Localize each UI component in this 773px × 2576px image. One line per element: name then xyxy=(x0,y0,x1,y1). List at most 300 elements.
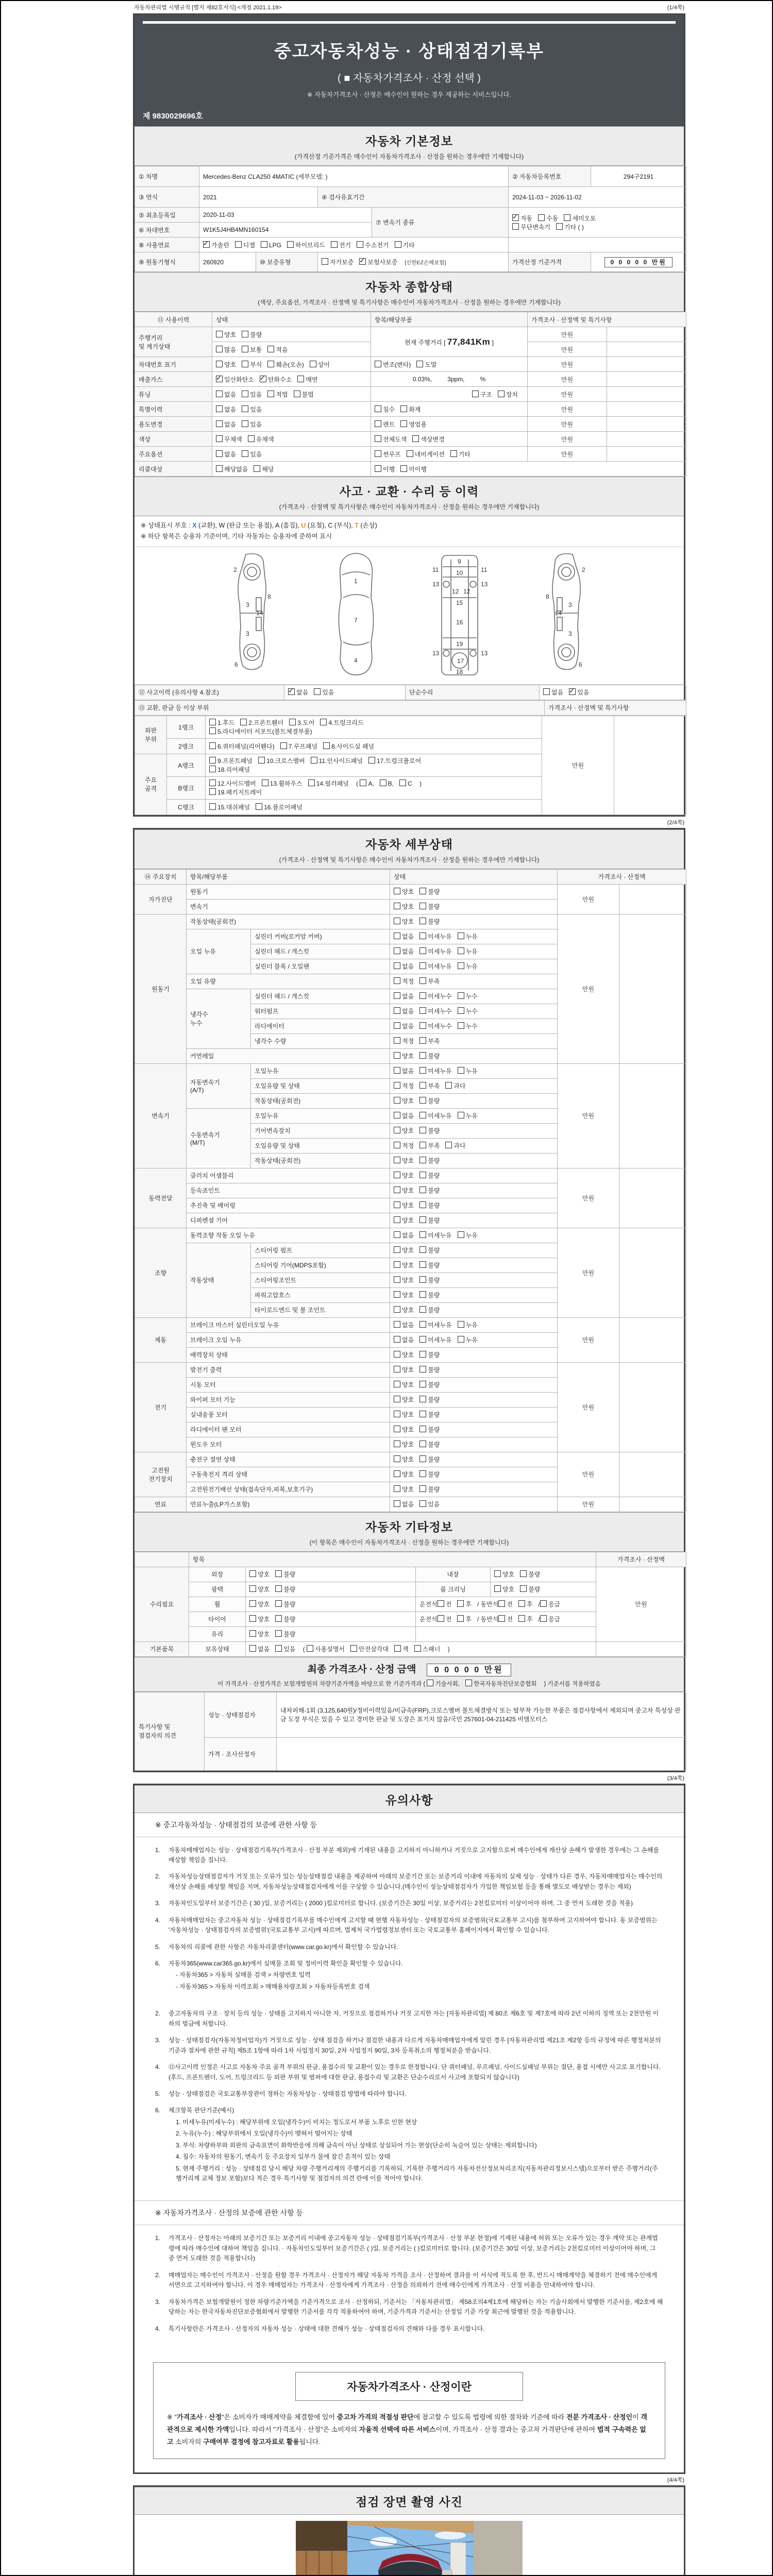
empty-box-icon[interactable] xyxy=(242,331,248,337)
empty-box-icon[interactable] xyxy=(394,1455,400,1462)
empty-box-icon[interactable] xyxy=(262,779,268,786)
checkbox-기타[interactable]: 기타 xyxy=(395,241,415,249)
empty-box-icon[interactable] xyxy=(394,1396,400,1402)
empty-box-icon[interactable] xyxy=(419,1172,426,1178)
checkbox-안전삼각대[interactable]: 안전삼각대 xyxy=(350,1645,389,1653)
checkbox-없음[interactable]: 없음 xyxy=(394,1066,414,1075)
checkbox-변조(변타)[interactable]: 변조(변타) xyxy=(375,360,411,369)
empty-box-icon[interactable] xyxy=(287,241,294,248)
checkbox-불량[interactable]: 불량 xyxy=(275,1630,295,1638)
empty-box-icon[interactable] xyxy=(394,1127,400,1133)
checkbox-불량[interactable]: 불량 xyxy=(419,1485,440,1494)
checkbox-C[interactable]: C xyxy=(399,779,412,787)
empty-box-icon[interactable] xyxy=(242,450,248,457)
checkbox-4.트렁크리드[interactable]: 4.트렁크리드 xyxy=(320,718,363,727)
empty-box-icon[interactable] xyxy=(375,361,381,367)
checkbox-양호[interactable]: 양호 xyxy=(249,1615,270,1623)
checkbox-미이행[interactable]: 미이행 xyxy=(400,465,427,473)
empty-box-icon[interactable] xyxy=(419,977,426,984)
checkbox-양호[interactable]: 양호 xyxy=(394,1186,414,1195)
checkbox-누유[interactable]: 누유 xyxy=(458,1335,478,1344)
checkbox-가솔린[interactable]: ✓ 가솔린 xyxy=(203,241,229,249)
empty-box-icon[interactable] xyxy=(310,361,316,367)
checkbox-자가보증[interactable]: 자가보증 xyxy=(322,258,354,266)
checkbox-많음[interactable]: 많음 xyxy=(216,345,236,354)
checked-box-icon[interactable] xyxy=(569,688,576,695)
checkbox-18.리어패널[interactable]: 18.리어패널 xyxy=(209,765,250,774)
checkbox-불량[interactable]: 불량 xyxy=(419,1291,440,1299)
checkbox-한국자동차진단보증협회[interactable]: 한국자동차진단보증협회 xyxy=(465,1680,536,1688)
checkbox-누수[interactable]: 누수 xyxy=(458,1007,478,1015)
checkbox-양호[interactable]: 양호 xyxy=(394,1126,414,1135)
checkbox-불량[interactable]: 불량 xyxy=(419,1216,440,1225)
empty-box-icon[interactable] xyxy=(307,1645,313,1652)
empty-box-icon[interactable] xyxy=(368,757,375,764)
checkbox-누유[interactable]: 누유 xyxy=(458,947,478,956)
checkbox-11.인사이드패널[interactable]: 11.인사이드패널 xyxy=(311,756,363,765)
empty-box-icon[interactable] xyxy=(394,1381,400,1387)
checkbox-누유[interactable]: 누유 xyxy=(458,1320,478,1329)
checkbox-없음[interactable]: 없음 xyxy=(249,1645,270,1653)
empty-box-icon[interactable] xyxy=(394,1022,400,1029)
empty-box-icon[interactable] xyxy=(419,1231,426,1238)
empty-box-icon[interactable] xyxy=(322,258,328,265)
checkbox-네비게이션[interactable]: 네비게이션 xyxy=(407,450,445,459)
checkbox-17.트렁크플로어[interactable]: 17.트렁크플로어 xyxy=(368,756,421,765)
empty-box-icon[interactable] xyxy=(249,1600,256,1607)
checkbox-불량[interactable]: 불량 xyxy=(419,1246,440,1255)
checkbox-후[interactable]: 후 xyxy=(518,1600,533,1608)
checkbox-불량[interactable]: 불량 xyxy=(419,1201,440,1210)
empty-box-icon[interactable] xyxy=(394,1172,400,1178)
empty-box-icon[interactable] xyxy=(512,223,519,230)
empty-box-icon[interactable] xyxy=(216,346,223,352)
checkbox-불량[interactable]: 불량 xyxy=(419,1171,440,1180)
empty-box-icon[interactable] xyxy=(498,1600,505,1607)
empty-box-icon[interactable] xyxy=(457,1600,464,1607)
empty-box-icon[interactable] xyxy=(458,992,464,999)
checkbox-응급[interactable]: 응급 xyxy=(540,1600,560,1608)
checkbox-양호[interactable]: 양호 xyxy=(394,1216,414,1225)
checkbox-양호[interactable]: 양호 xyxy=(394,1052,414,1060)
checkbox-없음[interactable]: 없음 xyxy=(216,420,236,429)
checkbox-있음[interactable]: ✓ 있음 xyxy=(569,688,589,697)
empty-box-icon[interactable] xyxy=(209,719,216,725)
empty-box-icon[interactable] xyxy=(419,1261,426,1268)
empty-box-icon[interactable] xyxy=(458,1321,464,1328)
checkbox-있음[interactable]: 있음 xyxy=(242,390,262,399)
empty-box-icon[interactable] xyxy=(394,1470,400,1477)
empty-box-icon[interactable] xyxy=(419,1022,426,1029)
checkbox-누유[interactable]: 누유 xyxy=(458,1066,478,1075)
checkbox-8.사이드실 패널[interactable]: 8.사이드실 패널 xyxy=(323,742,374,751)
empty-box-icon[interactable] xyxy=(216,331,223,337)
empty-box-icon[interactable] xyxy=(394,992,400,999)
checkbox-도말[interactable]: 도말 xyxy=(416,360,436,369)
checkbox-있음[interactable]: 있음 xyxy=(314,688,334,697)
empty-box-icon[interactable] xyxy=(419,1411,426,1417)
checkbox-불량[interactable]: 불량 xyxy=(419,1156,440,1165)
empty-box-icon[interactable] xyxy=(280,742,287,749)
checkbox-양호[interactable]: 양호 xyxy=(216,360,236,369)
empty-box-icon[interactable] xyxy=(242,361,248,367)
checkbox-부족[interactable]: 부족 xyxy=(419,1037,440,1045)
checkbox-유채색[interactable]: 유채색 xyxy=(248,435,274,444)
empty-box-icon[interactable] xyxy=(419,1067,426,1074)
checkbox-적정[interactable]: 적정 xyxy=(394,1081,414,1090)
checkbox-양호[interactable]: 양호 xyxy=(394,1291,414,1299)
checkbox-썬루프[interactable]: 썬루프 xyxy=(375,450,401,459)
checkbox-양호[interactable]: 양호 xyxy=(249,1630,270,1638)
checkbox-탄화수소[interactable]: ✓ 탄화수소 xyxy=(260,375,292,384)
checkbox-불량[interactable]: 불량 xyxy=(242,330,262,339)
checkbox-없음[interactable]: 없음 xyxy=(394,1320,414,1329)
empty-box-icon[interactable] xyxy=(209,727,216,734)
empty-box-icon[interactable] xyxy=(438,1615,444,1622)
checkbox-2.프론트휀더[interactable]: 2.프론트휀더 xyxy=(240,718,283,727)
empty-box-icon[interactable] xyxy=(450,450,457,457)
checkbox-없음[interactable]: 없음 xyxy=(216,450,236,459)
checkbox-기술사회,[interactable]: 기술사회, xyxy=(427,1680,460,1688)
empty-box-icon[interactable] xyxy=(275,1600,282,1607)
checked-box-icon[interactable] xyxy=(203,241,210,248)
empty-box-icon[interactable] xyxy=(249,1645,256,1652)
checkbox-양호[interactable]: 양호 xyxy=(394,1410,414,1419)
empty-box-icon[interactable] xyxy=(375,405,381,412)
empty-box-icon[interactable] xyxy=(394,1366,400,1372)
checkbox-7.루프패널[interactable]: 7.루프패널 xyxy=(280,742,317,751)
empty-box-icon[interactable] xyxy=(242,346,248,352)
checkbox-15.대쉬패널[interactable]: 15.대쉬패널 xyxy=(209,803,250,811)
empty-box-icon[interactable] xyxy=(540,1615,547,1622)
checkbox-미세누유[interactable]: 미세누유 xyxy=(419,947,451,956)
checkbox-보험사보증[interactable]: ✓ 보험사보증 xyxy=(359,258,397,266)
checkbox-양호[interactable]: 양호 xyxy=(394,887,414,896)
empty-box-icon[interactable] xyxy=(419,1426,426,1432)
empty-box-icon[interactable] xyxy=(394,1067,400,1074)
empty-box-icon[interactable] xyxy=(427,1680,433,1686)
empty-box-icon[interactable] xyxy=(375,450,381,457)
checkbox-B,[interactable]: B, xyxy=(380,779,394,787)
checkbox-자동[interactable]: ✓자동 xyxy=(512,214,532,223)
empty-box-icon[interactable] xyxy=(564,214,570,221)
checkbox-전[interactable]: 전 xyxy=(438,1615,452,1623)
checkbox-무단변속기[interactable]: 무단변속기 xyxy=(512,223,550,231)
empty-box-icon[interactable] xyxy=(297,376,304,382)
checkbox-양호[interactable]: 양호 xyxy=(249,1570,270,1579)
checkbox-누수[interactable]: 누수 xyxy=(458,1022,478,1030)
empty-box-icon[interactable] xyxy=(520,1585,527,1592)
empty-box-icon[interactable] xyxy=(267,361,274,367)
checkbox-양호[interactable]: 양호 xyxy=(394,1395,414,1404)
checkbox-5.라디에이터 서포트(볼트체결부품)[interactable]: 5.라디에이터 서포트(볼트체결부품) xyxy=(209,727,312,736)
empty-box-icon[interactable] xyxy=(394,1216,400,1223)
empty-box-icon[interactable] xyxy=(518,1615,525,1622)
checkbox-일산화탄소[interactable]: ✓ 일산화탄소 xyxy=(216,375,254,384)
checkbox-양호[interactable]: 양호 xyxy=(394,1306,414,1314)
checkbox-훼손(오손)[interactable]: 훼손(오손) xyxy=(267,360,304,369)
empty-box-icon[interactable] xyxy=(394,1261,400,1268)
empty-box-icon[interactable] xyxy=(375,435,381,442)
checkbox-적정[interactable]: 적정 xyxy=(394,977,414,986)
checkbox-잭[interactable]: 잭 xyxy=(394,1645,409,1653)
empty-box-icon[interactable] xyxy=(216,450,223,457)
empty-box-icon[interactable] xyxy=(350,1645,357,1652)
empty-box-icon[interactable] xyxy=(394,1097,400,1104)
checkbox-양호[interactable]: 양호 xyxy=(394,1455,414,1464)
empty-box-icon[interactable] xyxy=(419,1246,426,1253)
checkbox-불량[interactable]: 불량 xyxy=(275,1615,295,1623)
checkbox-적정[interactable]: 적정 xyxy=(394,1141,414,1150)
empty-box-icon[interactable] xyxy=(419,1455,426,1462)
empty-box-icon[interactable] xyxy=(458,1067,464,1074)
empty-box-icon[interactable] xyxy=(458,1336,464,1343)
empty-box-icon[interactable] xyxy=(216,361,223,367)
checkbox-불량[interactable]: 불량 xyxy=(419,1455,440,1464)
empty-box-icon[interactable] xyxy=(419,1500,426,1507)
checkbox-불량[interactable]: 불량 xyxy=(419,1052,440,1060)
empty-box-icon[interactable] xyxy=(275,1630,282,1637)
empty-box-icon[interactable] xyxy=(419,903,426,909)
checkbox-3.도어[interactable]: 3.도어 xyxy=(289,718,314,727)
checkbox-미세누수[interactable]: 미세누수 xyxy=(419,992,451,1001)
empty-box-icon[interactable] xyxy=(394,1500,400,1507)
empty-box-icon[interactable] xyxy=(394,1336,400,1343)
empty-box-icon[interactable] xyxy=(394,1411,400,1417)
checkbox-없음[interactable]: 없음 xyxy=(216,390,236,399)
checkbox-없음[interactable]: 없음 xyxy=(394,1231,414,1240)
empty-box-icon[interactable] xyxy=(394,1291,400,1298)
empty-box-icon[interactable] xyxy=(419,1291,426,1298)
empty-box-icon[interactable] xyxy=(419,1216,426,1223)
checkbox-양호[interactable]: 양호 xyxy=(494,1570,514,1579)
checkbox-미세누유[interactable]: 미세누유 xyxy=(419,1111,451,1120)
empty-box-icon[interactable] xyxy=(520,1570,527,1577)
checkbox-양호[interactable]: 양호 xyxy=(394,1276,414,1284)
empty-box-icon[interactable] xyxy=(394,933,400,939)
checkbox-하이브리드[interactable]: 하이브리드 xyxy=(287,241,325,249)
checkbox-과다[interactable]: 과다 xyxy=(445,1081,465,1090)
checkbox-불량[interactable]: 불량 xyxy=(419,1096,440,1105)
empty-box-icon[interactable] xyxy=(419,1321,426,1328)
checkbox-누유[interactable]: 누유 xyxy=(458,1231,478,1240)
checkbox-불량[interactable]: 불량 xyxy=(275,1570,295,1579)
empty-box-icon[interactable] xyxy=(242,391,248,397)
empty-box-icon[interactable] xyxy=(400,420,407,427)
checkbox-없음[interactable]: 없음 xyxy=(394,1111,414,1120)
checkbox-양호[interactable]: 양호 xyxy=(494,1585,514,1594)
empty-box-icon[interactable] xyxy=(242,420,248,427)
checkbox-적법[interactable]: 적법 xyxy=(267,390,288,399)
checkbox-불량[interactable]: 불량 xyxy=(419,1380,440,1389)
checkbox-색상변경[interactable]: 색상변경 xyxy=(412,435,444,444)
empty-box-icon[interactable] xyxy=(240,719,247,725)
checkbox-14.필러패널[interactable]: 14.필러패널 xyxy=(308,779,349,788)
checkbox-누유[interactable]: 누유 xyxy=(458,1111,478,1120)
checkbox-있음[interactable]: 있음 xyxy=(242,405,262,414)
empty-box-icon[interactable] xyxy=(438,1600,444,1607)
empty-box-icon[interactable] xyxy=(380,779,386,786)
empty-box-icon[interactable] xyxy=(457,1615,464,1622)
checkbox-없음[interactable]: 없음 xyxy=(394,1022,414,1030)
empty-box-icon[interactable] xyxy=(419,1485,426,1492)
checkbox-미세누유[interactable]: 미세누유 xyxy=(419,1231,451,1240)
checkbox-스패너[interactable]: 스패너 xyxy=(414,1645,441,1653)
empty-box-icon[interactable] xyxy=(419,947,426,954)
checkbox-불량[interactable]: 불량 xyxy=(419,917,440,926)
checkbox-9.프론트패널[interactable]: 9.프론트패널 xyxy=(209,756,253,765)
empty-box-icon[interactable] xyxy=(472,391,479,397)
checkbox-양호[interactable]: 양호 xyxy=(394,1246,414,1255)
empty-box-icon[interactable] xyxy=(419,1187,426,1193)
empty-box-icon[interactable] xyxy=(360,779,366,786)
checkbox-불량[interactable]: 불량 xyxy=(419,1470,440,1479)
empty-box-icon[interactable] xyxy=(394,1187,400,1193)
empty-box-icon[interactable] xyxy=(543,688,550,695)
checkbox-불량[interactable]: 불량 xyxy=(419,887,440,896)
checkbox-양호[interactable]: 양호 xyxy=(394,1425,414,1434)
checkbox-누수[interactable]: 누수 xyxy=(458,992,478,1001)
empty-box-icon[interactable] xyxy=(394,1112,400,1118)
empty-box-icon[interactable] xyxy=(320,719,327,725)
checkbox-양호[interactable]: 양호 xyxy=(394,1485,414,1494)
checkbox-불량[interactable]: 불량 xyxy=(520,1570,540,1579)
empty-box-icon[interactable] xyxy=(394,947,400,954)
empty-box-icon[interactable] xyxy=(394,1037,400,1044)
checkbox-불량[interactable]: 불량 xyxy=(419,1395,440,1404)
checkbox-불량[interactable]: 불량 xyxy=(419,1425,440,1434)
checkbox-19.패키지트레이[interactable]: 19.패키지트레이 xyxy=(209,788,262,796)
empty-box-icon[interactable] xyxy=(394,1306,400,1313)
checkbox-없음[interactable]: 없음 xyxy=(394,932,414,941)
empty-box-icon[interactable] xyxy=(419,962,426,969)
checkbox-13.휠하우스[interactable]: 13.휠하우스 xyxy=(262,779,303,788)
empty-box-icon[interactable] xyxy=(394,1246,400,1253)
checkbox-없음[interactable]: 없음 xyxy=(394,992,414,1001)
empty-box-icon[interactable] xyxy=(375,420,381,427)
checkbox-양호[interactable]: 양호 xyxy=(394,1201,414,1210)
checkbox-후[interactable]: 후 xyxy=(518,1615,533,1623)
empty-box-icon[interactable] xyxy=(419,1157,426,1163)
checkbox-불량[interactable]: 불량 xyxy=(419,1306,440,1314)
empty-box-icon[interactable] xyxy=(419,1007,426,1014)
empty-box-icon[interactable] xyxy=(394,1321,400,1328)
empty-box-icon[interactable] xyxy=(261,241,267,248)
checkbox-해당[interactable]: 해당 xyxy=(254,465,274,473)
checkbox-누유[interactable]: 누유 xyxy=(458,932,478,941)
empty-box-icon[interactable] xyxy=(458,1112,464,1118)
checkbox-있음[interactable]: 있음 xyxy=(275,1645,295,1653)
empty-box-icon[interactable] xyxy=(419,1351,426,1358)
empty-box-icon[interactable] xyxy=(445,1082,452,1089)
checkbox-침수[interactable]: 침수 xyxy=(375,405,395,414)
checkbox-전[interactable]: 전 xyxy=(498,1600,513,1608)
checkbox-세미오토[interactable]: 세미오토 xyxy=(564,214,596,223)
empty-box-icon[interactable] xyxy=(235,241,242,248)
empty-box-icon[interactable] xyxy=(314,688,321,695)
checkbox-LPG[interactable]: LPG xyxy=(261,241,281,249)
checkbox-불량[interactable]: 불량 xyxy=(275,1585,295,1594)
checkbox-전[interactable]: 전 xyxy=(438,1600,452,1608)
empty-box-icon[interactable] xyxy=(394,1142,400,1148)
empty-box-icon[interactable] xyxy=(394,1485,400,1492)
checkbox-양호[interactable]: 양호 xyxy=(394,1171,414,1180)
empty-box-icon[interactable] xyxy=(394,918,400,924)
empty-box-icon[interactable] xyxy=(216,435,223,442)
empty-box-icon[interactable] xyxy=(394,888,400,894)
empty-box-icon[interactable] xyxy=(331,241,338,248)
empty-box-icon[interactable] xyxy=(249,1630,256,1637)
empty-box-icon[interactable] xyxy=(419,1336,426,1343)
checkbox-장치[interactable]: 장치 xyxy=(498,390,518,399)
empty-box-icon[interactable] xyxy=(419,1082,426,1089)
checkbox-6.쿼터패널(리어휀다)[interactable]: 6.쿼터패널(리어휀다) xyxy=(209,742,275,751)
checkbox-불량[interactable]: 불량 xyxy=(275,1600,295,1608)
empty-box-icon[interactable] xyxy=(458,933,464,939)
checkbox-보통[interactable]: 보통 xyxy=(242,345,262,354)
empty-box-icon[interactable] xyxy=(395,241,401,248)
checkbox-있음[interactable]: 있음 xyxy=(242,420,262,429)
empty-box-icon[interactable] xyxy=(323,742,330,749)
empty-box-icon[interactable] xyxy=(419,1037,426,1044)
empty-box-icon[interactable] xyxy=(494,1585,501,1592)
checkbox-부식[interactable]: 부식 xyxy=(242,360,262,369)
empty-box-icon[interactable] xyxy=(249,1570,256,1577)
empty-box-icon[interactable] xyxy=(394,1157,400,1163)
empty-box-icon[interactable] xyxy=(458,1231,464,1238)
empty-box-icon[interactable] xyxy=(518,1600,525,1607)
checkbox-없음[interactable]: 없음 xyxy=(394,947,414,956)
checkbox-없음[interactable]: 없음 xyxy=(394,962,414,971)
empty-box-icon[interactable] xyxy=(248,435,255,442)
empty-box-icon[interactable] xyxy=(412,435,419,442)
checkbox-양호[interactable]: 양호 xyxy=(394,917,414,926)
checkbox-부족[interactable]: 부족 xyxy=(419,977,440,986)
empty-box-icon[interactable] xyxy=(209,742,216,749)
checkbox-없음[interactable]: 없음 xyxy=(394,1500,414,1509)
checkbox-양호[interactable]: 양호 xyxy=(394,1440,414,1449)
empty-box-icon[interactable] xyxy=(209,788,216,795)
checkbox-없음[interactable]: 없음 xyxy=(394,1007,414,1015)
empty-box-icon[interactable] xyxy=(540,1600,547,1607)
empty-box-icon[interactable] xyxy=(458,962,464,969)
empty-box-icon[interactable] xyxy=(256,803,262,810)
checked-box-icon[interactable] xyxy=(512,214,519,221)
empty-box-icon[interactable] xyxy=(209,803,216,810)
checkbox-화재[interactable]: 화재 xyxy=(400,405,421,414)
checkbox-불량[interactable]: 불량 xyxy=(419,902,440,911)
empty-box-icon[interactable] xyxy=(458,1022,464,1029)
empty-box-icon[interactable] xyxy=(216,465,223,472)
empty-box-icon[interactable] xyxy=(400,405,407,412)
empty-box-icon[interactable] xyxy=(419,1142,426,1148)
checkbox-불량[interactable]: 불량 xyxy=(419,1350,440,1359)
empty-box-icon[interactable] xyxy=(419,1127,426,1133)
empty-box-icon[interactable] xyxy=(242,405,248,412)
checkbox-기타 ( )[interactable]: 기타 ( ) xyxy=(556,223,584,231)
checkbox-미세누유[interactable]: 미세누유 xyxy=(419,1320,451,1329)
checkbox-있음[interactable]: 있음 xyxy=(419,1500,440,1509)
empty-box-icon[interactable] xyxy=(394,1440,400,1447)
checked-box-icon[interactable] xyxy=(216,376,223,382)
empty-box-icon[interactable] xyxy=(394,1007,400,1014)
checkbox-구조[interactable]: 구조 xyxy=(472,390,492,399)
checkbox-해당없음[interactable]: 해당없음 xyxy=(216,465,248,473)
checkbox-영업용[interactable]: 영업용 xyxy=(400,420,427,429)
checkbox-미세누유[interactable]: 미세누유 xyxy=(419,1066,451,1075)
checkbox-기타[interactable]: 기타 xyxy=(450,450,470,459)
checkbox-양호[interactable]: 양호 xyxy=(394,1156,414,1165)
